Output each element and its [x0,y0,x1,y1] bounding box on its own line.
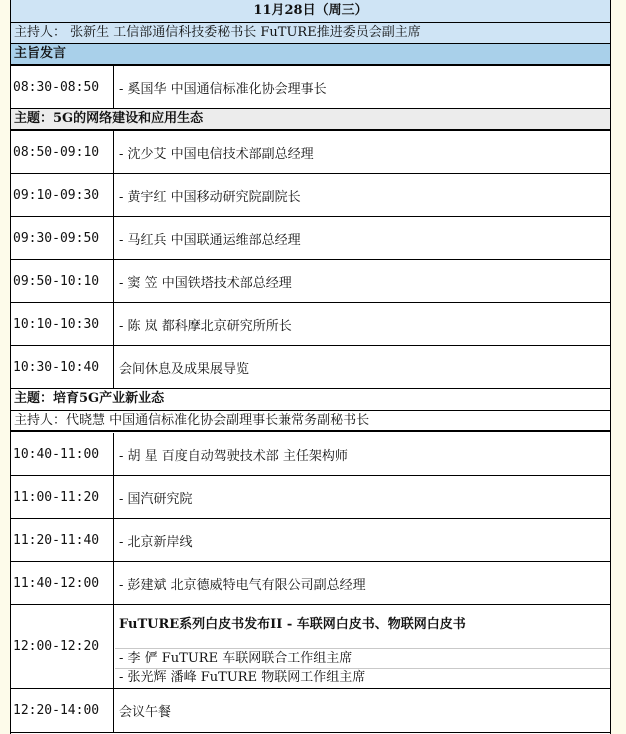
time-cell: 08:50-09:10 [11,131,114,173]
agenda-row [11,174,610,217]
agenda-row [11,303,610,346]
host-line: 主持人： 张新生 工信部通信科技委秘书长 FuTURE推进委员会副主席 [11,23,610,44]
release-line-1: - 李 俨 FuTURE 车联网联合工作组主席 [119,651,353,666]
agenda-row [11,346,610,389]
date-title: 11月28日（周三） [11,0,610,23]
speaker-cell: 会议午餐 [119,705,172,720]
agenda-row [11,519,610,562]
speaker-cell: 会间休息及成果展导览 [119,361,250,377]
agenda-row [11,433,610,476]
speaker-cell: - 北京新岸线 [119,534,193,550]
release-line-2: - 张光辉 潘峰 FuTURE 物联网工作组主席 [119,670,366,685]
speaker-cell: - 沈少艾 中国电信技术部副总经理 [119,146,314,162]
time-cell: 08:30-08:50 [11,66,114,108]
section-network: 主题：5G的网络建设和应用生态 [11,109,610,131]
time-cell: 12:20-14:00 [11,689,114,732]
speaker-cell: - 国汽研究院 [119,491,193,507]
time-cell: 09:10-09:30 [11,174,114,216]
speaker-cell: - 马红兵 中国联通运维部总经理 [119,232,301,248]
time-cell: 11:40-12:00 [11,562,114,604]
time-cell: 09:50-10:10 [11,260,114,302]
time-cell: 11:00-11:20 [11,476,114,518]
agenda-sheet [10,0,611,734]
agenda-row [11,131,610,174]
agenda-row [11,476,610,519]
time-cell: 12:00-12:20 [11,605,114,688]
speaker-cell: - 彭建斌 北京德威特电气有限公司副总经理 [119,577,366,593]
speaker-cell: - 黄宇红 中国移动研究院副院长 [119,189,301,205]
agenda-row [11,66,610,109]
agenda-row [11,689,610,733]
agenda-row [11,562,610,605]
time-cell: 11:20-11:40 [11,519,114,561]
agenda-row [11,217,610,260]
speaker-cell: - 窦 笠 中国铁塔技术部总经理 [119,275,292,291]
agenda-row [11,260,610,303]
time-cell: 10:30-10:40 [11,346,114,388]
section-industry: 主题：培育5G产业新业态 [11,389,610,411]
time-cell: 09:30-09:50 [11,217,114,259]
release-title: FuTURE系列白皮书发布II - 车联网白皮书、物联网白皮书 [119,617,466,632]
agenda-row-release [11,605,610,689]
speaker-cell: - 陈 岚 都科摩北京研究所所长 [119,318,292,334]
time-cell: 10:10-10:30 [11,303,114,345]
host-line-2: 主持人：代晓慧 中国通信标准化协会副理事长兼常务副秘书长 [11,411,610,432]
section-keynote: 主旨发言 [11,44,610,66]
time-cell: 10:40-11:00 [11,433,114,475]
speaker-cell: - 奚国华 中国通信标准化协会理事长 [119,81,327,97]
speaker-cell: - 胡 星 百度自动驾驶技术部 主任架构师 [119,448,348,464]
